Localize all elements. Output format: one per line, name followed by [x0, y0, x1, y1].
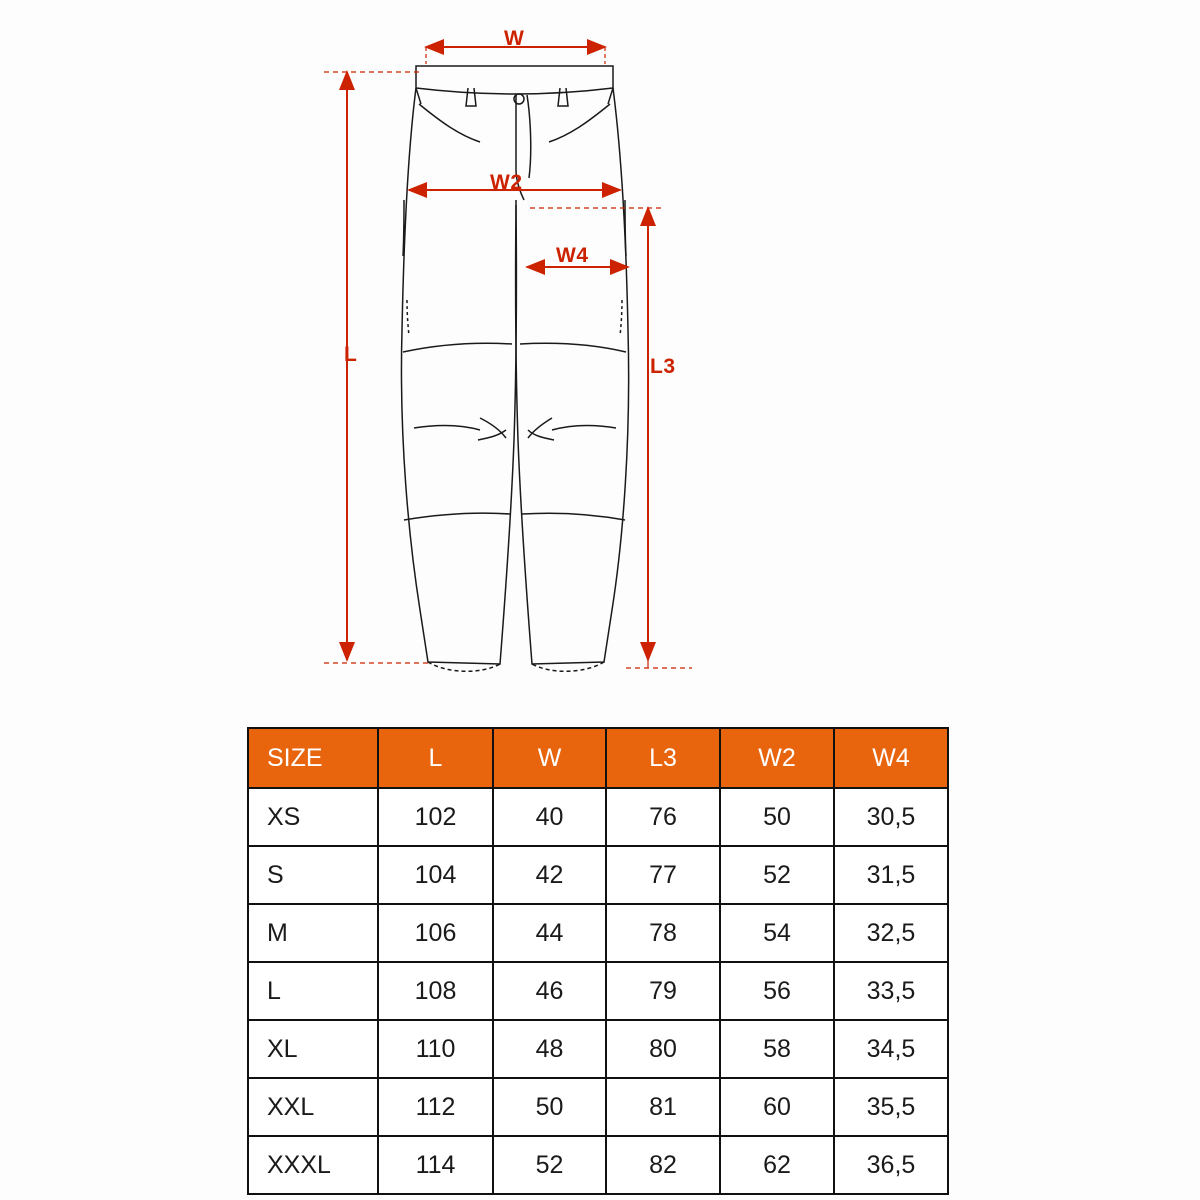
table-row	[248, 962, 948, 1020]
dimension-label-l3: L3	[650, 355, 676, 378]
size-table-container	[247, 727, 947, 1195]
cell-w: 50	[493, 1078, 606, 1136]
cell-l: 106	[378, 904, 493, 962]
cell-l3: 77	[606, 846, 720, 904]
cell-w4: 35,5	[834, 1078, 948, 1136]
cell-size: XS	[248, 788, 378, 846]
cell-w: 48	[493, 1020, 606, 1078]
cell-l: 114	[378, 1136, 493, 1194]
dimension-lines	[324, 47, 692, 668]
cell-l3: 78	[606, 904, 720, 962]
cell-w2: 50	[720, 788, 834, 846]
table-row	[248, 846, 948, 904]
dimension-label-w4: W4	[556, 244, 589, 267]
cell-w4: 31,5	[834, 846, 948, 904]
cell-size: XXL	[248, 1078, 378, 1136]
cell-w: 46	[493, 962, 606, 1020]
cell-w: 44	[493, 904, 606, 962]
dimension-label-l: L	[344, 343, 358, 366]
dimension-label-w2: W2	[490, 171, 523, 194]
table-row	[248, 1020, 948, 1078]
dimension-label-w: W	[504, 27, 525, 50]
column-header-w4: W4	[834, 728, 948, 788]
table-row	[248, 788, 948, 846]
cell-size: XXXL	[248, 1136, 378, 1194]
cell-size: L	[248, 962, 378, 1020]
column-header-l3: L3	[606, 728, 720, 788]
cell-l: 108	[378, 962, 493, 1020]
cell-w2: 56	[720, 962, 834, 1020]
cell-l3: 82	[606, 1136, 720, 1194]
cell-l3: 81	[606, 1078, 720, 1136]
trousers-outline	[401, 66, 628, 671]
cell-w4: 34,5	[834, 1020, 948, 1078]
cell-w: 40	[493, 788, 606, 846]
cell-w4: 30,5	[834, 788, 948, 846]
cell-w2: 62	[720, 1136, 834, 1194]
cell-w2: 52	[720, 846, 834, 904]
column-header-size: SIZE	[248, 728, 378, 788]
cell-l: 112	[378, 1078, 493, 1136]
cell-l3: 76	[606, 788, 720, 846]
cell-w2: 58	[720, 1020, 834, 1078]
table-row	[248, 1078, 948, 1136]
column-header-w2: W2	[720, 728, 834, 788]
cell-l: 110	[378, 1020, 493, 1078]
table-header-row	[248, 728, 948, 788]
cell-l3: 79	[606, 962, 720, 1020]
cell-size: XL	[248, 1020, 378, 1078]
table-row	[248, 904, 948, 962]
cell-l: 102	[378, 788, 493, 846]
cell-w4: 36,5	[834, 1136, 948, 1194]
cell-l3: 80	[606, 1020, 720, 1078]
cell-w2: 60	[720, 1078, 834, 1136]
size-chart-table	[247, 727, 949, 1195]
column-header-l: L	[378, 728, 493, 788]
cell-l: 104	[378, 846, 493, 904]
cell-w: 42	[493, 846, 606, 904]
cell-size: S	[248, 846, 378, 904]
cell-w4: 33,5	[834, 962, 948, 1020]
cell-w4: 32,5	[834, 904, 948, 962]
cell-w2: 54	[720, 904, 834, 962]
cell-size: M	[248, 904, 378, 962]
table-row	[248, 1136, 948, 1194]
column-header-w: W	[493, 728, 606, 788]
cell-w: 52	[493, 1136, 606, 1194]
